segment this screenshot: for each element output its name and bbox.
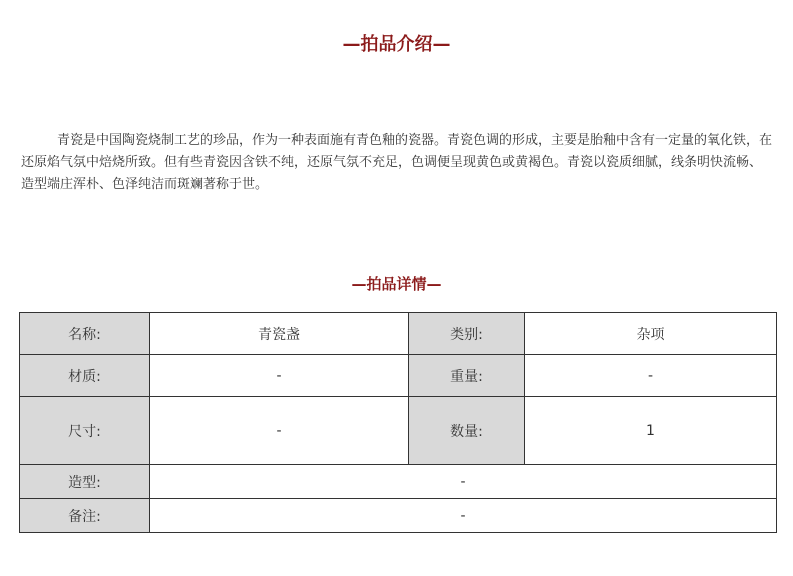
weight-label: 重量: [409,355,525,397]
intro-paragraph: 青瓷是中国陶瓷烧制工艺的珍品，作为一种表面施有青色釉的瓷器。青瓷色调的形成，主要是胎釉中含有一定量的氧化铁，在还原焰气氛中焙烧所致。但有些青瓷因含铁不纯，还原气氛不充足，色调便呈现黄色或黄褐色。青瓷以瓷质细腻，线条明快流畅、造型端庄浑朴、色泽纯洁而斑斓著称于世。 [21,133,773,192]
details-table [19,312,777,533]
table-row [20,499,777,533]
table-row [20,465,777,499]
table-row [20,355,777,397]
weight-value: - [525,355,777,397]
note-value: - [150,499,777,533]
material-value: - [150,355,409,397]
note-label: 备注: [20,499,150,533]
category-label: 类别: [409,313,525,355]
shape-label: 造型: [20,465,150,499]
table-row [20,397,777,465]
category-value: 杂项 [525,313,777,355]
details-title: —拍品详情— [351,275,442,293]
size-label: 尺寸: [20,397,150,465]
material-label: 材质: [20,355,150,397]
name-value: 青瓷盏 [150,313,409,355]
quantity-value: 1 [525,397,777,465]
size-value: - [150,397,409,465]
name-label: 名称: [20,313,150,355]
quantity-label: 数量: [409,397,525,465]
table-row [20,313,777,355]
shape-value: - [150,465,777,499]
intro-title: —拍品介绍— [342,34,451,55]
